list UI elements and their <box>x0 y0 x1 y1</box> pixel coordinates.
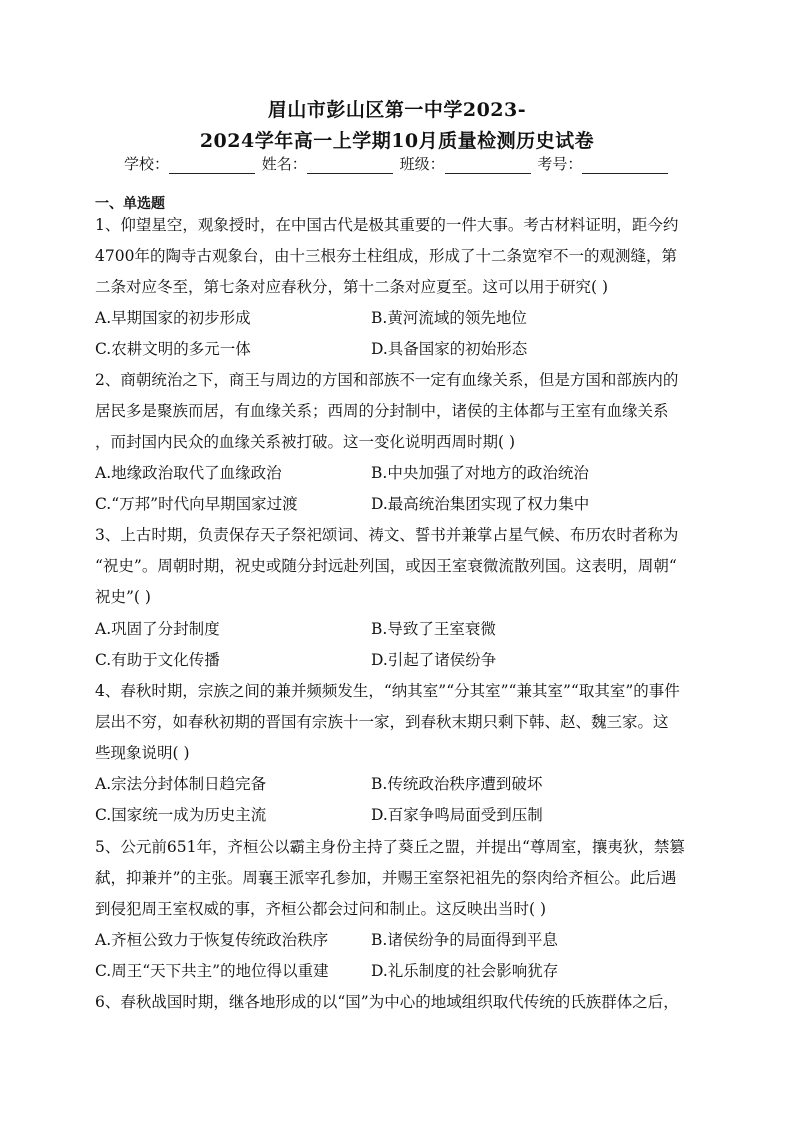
question-options <box>95 769 698 831</box>
option-c[interactable]: C.有助于文化传播 <box>95 651 220 669</box>
question-line: 到侵犯周王室权威的事，齐桓公都会过问和制止。这反映出当时( ) <box>95 900 547 918</box>
question-line: 4、春秋时期，宗族之间的兼并频频发生，“纳其室”“分其室”“兼其室”“取其室”的事件 <box>95 682 680 700</box>
class-label: 班级： <box>399 155 445 173</box>
question-line: 6、春秋战国时期，继各地形成的以“国”为中心的地域组织取代传统的氏族群体之后， <box>95 993 679 1011</box>
exam-number-label: 考号： <box>537 155 583 173</box>
option-d[interactable]: D.引起了诸侯纷争 <box>371 651 497 669</box>
option-d[interactable]: D.具备国家的初始形态 <box>371 340 528 358</box>
question-line: 居民多是聚族而居，有血缘关系；西周的分封制中，诸侯的主体都与王室有血缘关系 <box>95 402 669 420</box>
question-stem <box>95 210 698 303</box>
question-stem <box>95 987 698 1018</box>
option-a[interactable]: A.早期国家的初步形成 <box>95 309 251 327</box>
name-label: 姓名： <box>261 155 307 173</box>
question-line: 2、商朝统治之下，商王与周边的方国和部族不一定有血缘关系，但是方国和部族内的 <box>95 371 679 389</box>
question-options <box>95 925 698 987</box>
student-info-row <box>124 153 684 174</box>
question-stem <box>95 676 698 769</box>
school-blank[interactable] <box>169 157 255 174</box>
exam-title-line2: 2024学年高一上学期10月质量检测历史试卷 <box>199 130 595 152</box>
question-options <box>95 458 698 520</box>
exam-title-line1: 眉山市彭山区第一中学2023- <box>267 99 527 121</box>
question-line: 弑，抑兼并”的主张。周襄王派宰孔参加，并赐王室祭祀祖先的祭肉给齐桓公。此后遇 <box>95 869 677 887</box>
option-a[interactable]: A.地缘政治取代了血缘政治 <box>95 464 282 482</box>
question-stem <box>95 520 698 613</box>
option-b[interactable]: B.中央加强了对地方的政治统治 <box>371 464 589 482</box>
option-d[interactable]: D.百家争鸣局面受到压制 <box>371 806 543 824</box>
option-c[interactable]: C.农耕文明的多元一体 <box>95 340 251 358</box>
exam-number-blank[interactable] <box>582 157 668 174</box>
question-line: 层出不穷，如春秋初期的晋国有宗族十一家，到春秋末期只剩下韩、赵、魏三家。这 <box>95 713 669 731</box>
question-line: 4700年的陶寺古观象台，由十三根夯土柱组成，形成了十二条宽窄不一的观测缝，第 <box>95 247 677 265</box>
question-options <box>95 614 698 676</box>
option-c[interactable]: C.“万邦”时代向早期国家过渡 <box>95 495 298 513</box>
school-label: 学校： <box>124 155 170 173</box>
question-options <box>95 303 698 365</box>
class-blank[interactable] <box>445 157 531 174</box>
option-c[interactable]: C.国家统一成为历史主流 <box>95 806 267 824</box>
option-a[interactable]: A.巩固了分封制度 <box>95 620 220 638</box>
option-b[interactable]: B.导致了王室衰微 <box>371 620 496 638</box>
option-b[interactable]: B.黄河流域的领先地位 <box>371 309 527 327</box>
question-line: 些现象说明( ) <box>95 744 190 762</box>
question-line: 1、仰望星空，观象授时，在中国古代是极其重要的一件大事。考古材料证明，距今约 <box>95 216 679 234</box>
question-stem <box>95 365 698 458</box>
option-b[interactable]: B.诸侯纷争的局面得到平息 <box>371 931 558 949</box>
question-line: ，而封国内民众的血缘关系被打破。这一变化说明西周时期( ) <box>95 433 516 451</box>
option-a[interactable]: A.宗法分封体制日趋完备 <box>95 775 267 793</box>
option-c[interactable]: C.周王“天下共主”的地位得以重建 <box>95 962 329 980</box>
question-line: 二条对应冬至，第七条对应春秋分，第十二条对应夏至。这可以用于研究( ) <box>95 278 609 296</box>
section-title: 一、单选题 <box>95 196 165 212</box>
name-blank[interactable] <box>307 157 393 174</box>
option-a[interactable]: A.齐桓公致力于恢复传统政治秩序 <box>95 931 329 949</box>
question-stem <box>95 832 698 925</box>
question-line: 祝史”( ) <box>95 588 151 606</box>
question-line: 3、上古时期，负责保存天子祭祀颂词、祷文、誓书并兼掌占星气候、布历农时者称为 <box>95 526 679 544</box>
question-line: 5、公元前651年，齐桓公以霸主身份主持了葵丘之盟，并提出“尊周室，攘夷狄，禁篡 <box>95 838 685 856</box>
option-b[interactable]: B.传统政治秩序遭到破坏 <box>371 775 543 793</box>
option-d[interactable]: D.最高统治集团实现了权力集中 <box>371 495 590 513</box>
question-line: “祝史”。周朝时期，祝史或随分封远赴列国，或因王室衰微流散列国。这表明，周朝“ <box>95 557 677 575</box>
option-d[interactable]: D.礼乐制度的社会影响犹存 <box>371 962 559 980</box>
